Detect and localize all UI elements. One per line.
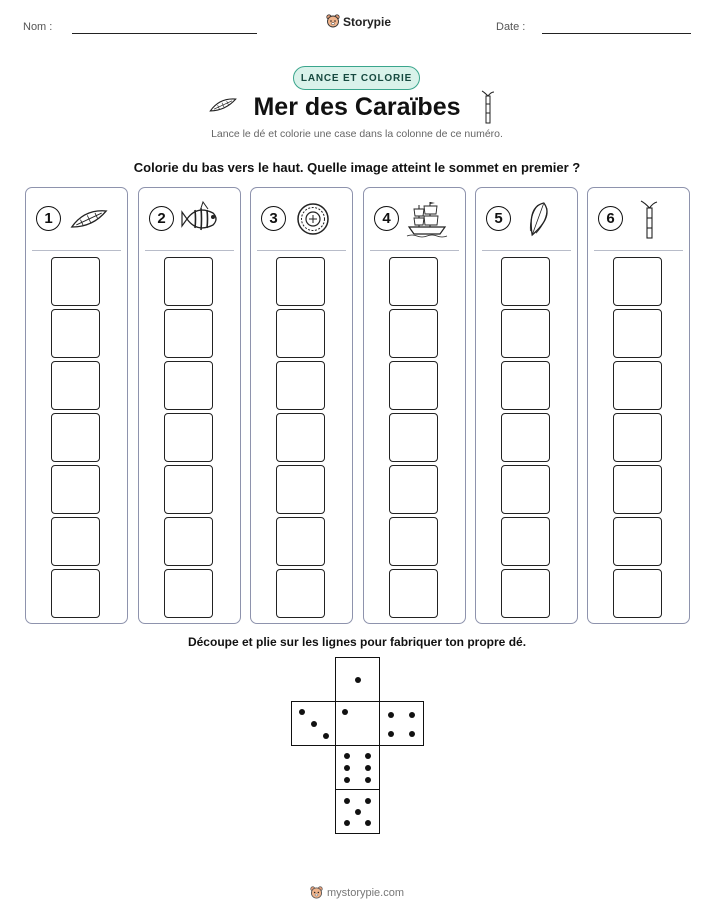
color-cell[interactable] bbox=[501, 569, 550, 618]
column-number: 3 bbox=[261, 206, 286, 231]
color-cell[interactable] bbox=[51, 569, 100, 618]
die-pip bbox=[323, 733, 329, 739]
sugarcane-icon bbox=[630, 199, 672, 239]
color-cell[interactable] bbox=[164, 465, 213, 514]
color-cell[interactable] bbox=[389, 465, 438, 514]
die-face-5 bbox=[335, 789, 380, 834]
name-label: Nom : bbox=[23, 21, 53, 33]
column-header bbox=[588, 188, 689, 250]
name-line bbox=[72, 33, 257, 34]
die-pip bbox=[355, 809, 361, 815]
color-cell[interactable] bbox=[613, 309, 662, 358]
die-pip bbox=[355, 677, 361, 683]
brand-name: Storypie bbox=[343, 14, 392, 29]
color-cell[interactable] bbox=[501, 257, 550, 306]
column-5 bbox=[475, 187, 578, 624]
column-6 bbox=[587, 187, 690, 624]
brand-logo bbox=[326, 14, 391, 29]
die-pip bbox=[388, 712, 394, 718]
cocoa-pod-icon bbox=[518, 199, 560, 239]
dice-instruction: Découpe et plie sur les lignes pour fabriquer ton propre dé. bbox=[187, 635, 527, 649]
activity-badge: LANCE ET COLORIE bbox=[293, 66, 420, 90]
color-cell[interactable] bbox=[51, 257, 100, 306]
die-pip bbox=[365, 820, 371, 826]
sugarcane-icon bbox=[481, 90, 495, 124]
color-cell[interactable] bbox=[389, 517, 438, 566]
column-number: 4 bbox=[374, 206, 399, 231]
color-cell[interactable] bbox=[164, 309, 213, 358]
doubloon-coin-icon bbox=[293, 199, 335, 239]
color-cell[interactable] bbox=[501, 413, 550, 462]
die-pip bbox=[342, 709, 348, 715]
color-cell[interactable] bbox=[164, 517, 213, 566]
color-cell[interactable] bbox=[613, 257, 662, 306]
color-cell[interactable] bbox=[613, 569, 662, 618]
column-4 bbox=[363, 187, 466, 624]
die-face-6 bbox=[335, 745, 380, 790]
color-cell[interactable] bbox=[389, 257, 438, 306]
color-cell[interactable] bbox=[276, 465, 325, 514]
canoe-icon bbox=[68, 199, 110, 239]
color-cell[interactable] bbox=[276, 517, 325, 566]
color-cell[interactable] bbox=[276, 569, 325, 618]
die-pip bbox=[311, 721, 317, 727]
die-face-1 bbox=[335, 657, 380, 702]
die-pip bbox=[365, 777, 371, 783]
color-cell[interactable] bbox=[389, 413, 438, 462]
color-cell[interactable] bbox=[501, 465, 550, 514]
column-divider bbox=[257, 250, 346, 251]
column-divider bbox=[145, 250, 234, 251]
column-divider bbox=[370, 250, 459, 251]
die-pip bbox=[344, 753, 350, 759]
column-header bbox=[26, 188, 127, 250]
column-number: 6 bbox=[598, 206, 623, 231]
die-pip bbox=[409, 731, 415, 737]
color-cell[interactable] bbox=[51, 413, 100, 462]
color-cell[interactable] bbox=[389, 361, 438, 410]
footer bbox=[0, 886, 714, 900]
column-header bbox=[251, 188, 352, 250]
column-number: 1 bbox=[36, 206, 61, 231]
color-cell[interactable] bbox=[613, 517, 662, 566]
die-face-3 bbox=[291, 701, 336, 746]
die-pip bbox=[365, 798, 371, 804]
color-cell[interactable] bbox=[164, 569, 213, 618]
date-label: Date : bbox=[496, 21, 526, 33]
column-divider bbox=[594, 250, 683, 251]
die-pip bbox=[365, 765, 371, 771]
column-number: 2 bbox=[149, 206, 174, 231]
color-cell[interactable] bbox=[51, 309, 100, 358]
column-2 bbox=[138, 187, 241, 624]
color-cell[interactable] bbox=[51, 465, 100, 514]
color-cell[interactable] bbox=[501, 517, 550, 566]
color-cell[interactable] bbox=[164, 361, 213, 410]
color-cell[interactable] bbox=[613, 361, 662, 410]
color-cell[interactable] bbox=[276, 257, 325, 306]
color-cell[interactable] bbox=[164, 257, 213, 306]
color-cell[interactable] bbox=[276, 309, 325, 358]
tropical-fish-icon bbox=[181, 199, 223, 239]
header bbox=[0, 14, 714, 44]
die-pip bbox=[409, 712, 415, 718]
color-cell[interactable] bbox=[51, 517, 100, 566]
bear-mascot-icon bbox=[310, 886, 323, 900]
sailing-ship-icon bbox=[406, 199, 448, 239]
die-face-1 bbox=[335, 701, 380, 746]
column-header bbox=[139, 188, 240, 250]
color-cell[interactable] bbox=[613, 413, 662, 462]
die-pip bbox=[344, 777, 350, 783]
color-cell[interactable] bbox=[276, 361, 325, 410]
column-divider bbox=[32, 250, 121, 251]
color-cell[interactable] bbox=[501, 361, 550, 410]
footer-url[interactable]: mystorypie.com bbox=[326, 887, 405, 899]
die-pip bbox=[344, 765, 350, 771]
bear-mascot-icon bbox=[326, 14, 340, 29]
column-header bbox=[364, 188, 465, 250]
die-pip bbox=[365, 753, 371, 759]
color-cell[interactable] bbox=[276, 413, 325, 462]
column-number: 5 bbox=[486, 206, 511, 231]
die-pip bbox=[344, 820, 350, 826]
die-face-4 bbox=[379, 701, 424, 746]
page-title: Mer des Caraïbes bbox=[253, 93, 461, 121]
date-line bbox=[542, 33, 691, 34]
die-pip bbox=[299, 709, 305, 715]
column-header bbox=[476, 188, 577, 250]
die-pip bbox=[388, 731, 394, 737]
color-cell[interactable] bbox=[51, 361, 100, 410]
column-divider bbox=[482, 250, 571, 251]
color-cell[interactable] bbox=[164, 413, 213, 462]
color-cell[interactable] bbox=[389, 569, 438, 618]
color-cell[interactable] bbox=[501, 309, 550, 358]
column-3 bbox=[250, 187, 353, 624]
color-cell[interactable] bbox=[613, 465, 662, 514]
instruction: Colorie du bas vers le haut. Quelle image atteint le sommet en premier ? bbox=[133, 160, 581, 175]
color-cell[interactable] bbox=[389, 309, 438, 358]
column-1 bbox=[25, 187, 128, 624]
subtitle: Lance le dé et colorie une case dans la colonne de ce numéro. bbox=[211, 128, 503, 140]
die-pip bbox=[344, 798, 350, 804]
